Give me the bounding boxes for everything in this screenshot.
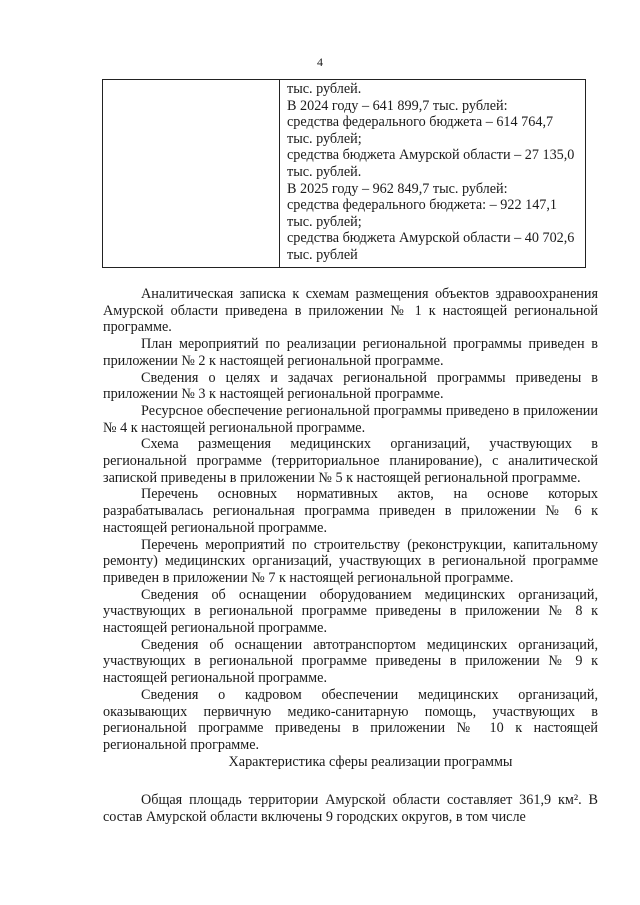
paragraph-appendix-1: Аналитическая записка к схемам размещения объектов здравоохранения Амурской области приведена в приложении № 1 к настоящей региональной программе. [103, 286, 598, 336]
table-right-cell [287, 81, 581, 264]
table-line: средства федерального бюджета: – 922 147,1 [287, 197, 558, 214]
table-line: В 2024 году – 641 899,7 тыс. рублей: [287, 97, 508, 114]
page-number: 4 [317, 55, 323, 69]
table-line: тыс. рублей; [287, 213, 362, 230]
paragraph-appendix-9: Сведения об оснащении автотранспортом медицинских организаций, участвующих в региональной программе приведены в приложении № 9 к настоящей региональной программе. [103, 636, 598, 687]
table-left-cell [103, 80, 280, 267]
table-line: тыс. рублей. [287, 81, 362, 97]
paragraph-appendix-7: Перечень мероприятий по строительству (реконструкции, капитальному ремонту) медицинских организаций, участвующих в региональной программе приведен в приложении № 7 к настоящей региональной программе. [103, 536, 598, 586]
table-line: тыс. рублей. [287, 163, 362, 180]
paragraph-territory: Общая площадь территории Амурской области составляет 361,9 км². В состав Амурской области включены 9 городских округов, в том числе [103, 792, 598, 826]
table-line: тыс. рублей [287, 246, 358, 263]
document-body [103, 286, 598, 826]
paragraph-appendix-6: Перечень основных нормативных актов, на основе которых разрабатывалась региональная программа приведен в приложении № 6 к настоящей региональной программе. [103, 486, 598, 536]
table-line: средства бюджета Амурской области – 27 135,0 [287, 147, 575, 164]
paragraph-appendix-3: Сведения о целях и задачах региональной программы приведены в приложении № 3 к настоящей региональной программе. [103, 369, 598, 403]
table-line: средства бюджета Амурской области – 40 702,6 [287, 230, 575, 247]
paragraph-appendix-4: Ресурсное обеспечение региональной программы приведено в приложении № 4 к настоящей региональной программе. [103, 402, 598, 436]
paragraph-appendix-5: Схема размещения медицинских организаций, участвующих в региональной программе (территориальное планирование), с аналитической запиской приведены в приложении № 5 к настоящей региональной программе. [103, 436, 598, 486]
paragraph-appendix-8: Сведения об оснащении оборудованием медицинских организаций, участвующих в региональной программе приведены в приложении № 8 к настоящей региональной программе. [103, 586, 598, 637]
paragraph-appendix-10: Сведения о кадровом обеспечении медицинских организаций, оказывающих первичную медико-санитарную помощь, участвующих в региональной программе приведены в приложении № 10 к настоящей региональной программе. [103, 686, 598, 753]
section-heading: Характеристика сферы реализации программы [228, 753, 513, 770]
table-line: тыс. рублей; [287, 130, 362, 147]
financing-table [102, 79, 586, 268]
table-line: средства федерального бюджета – 614 764,7 [287, 114, 554, 131]
paragraph-appendix-2: План мероприятий по реализации региональной программы приведен в приложении № 2 к настоящей региональной программе. [103, 336, 598, 369]
section-gap [103, 770, 598, 792]
table-line: В 2025 году – 962 849,7 тыс. рублей: [287, 180, 508, 197]
